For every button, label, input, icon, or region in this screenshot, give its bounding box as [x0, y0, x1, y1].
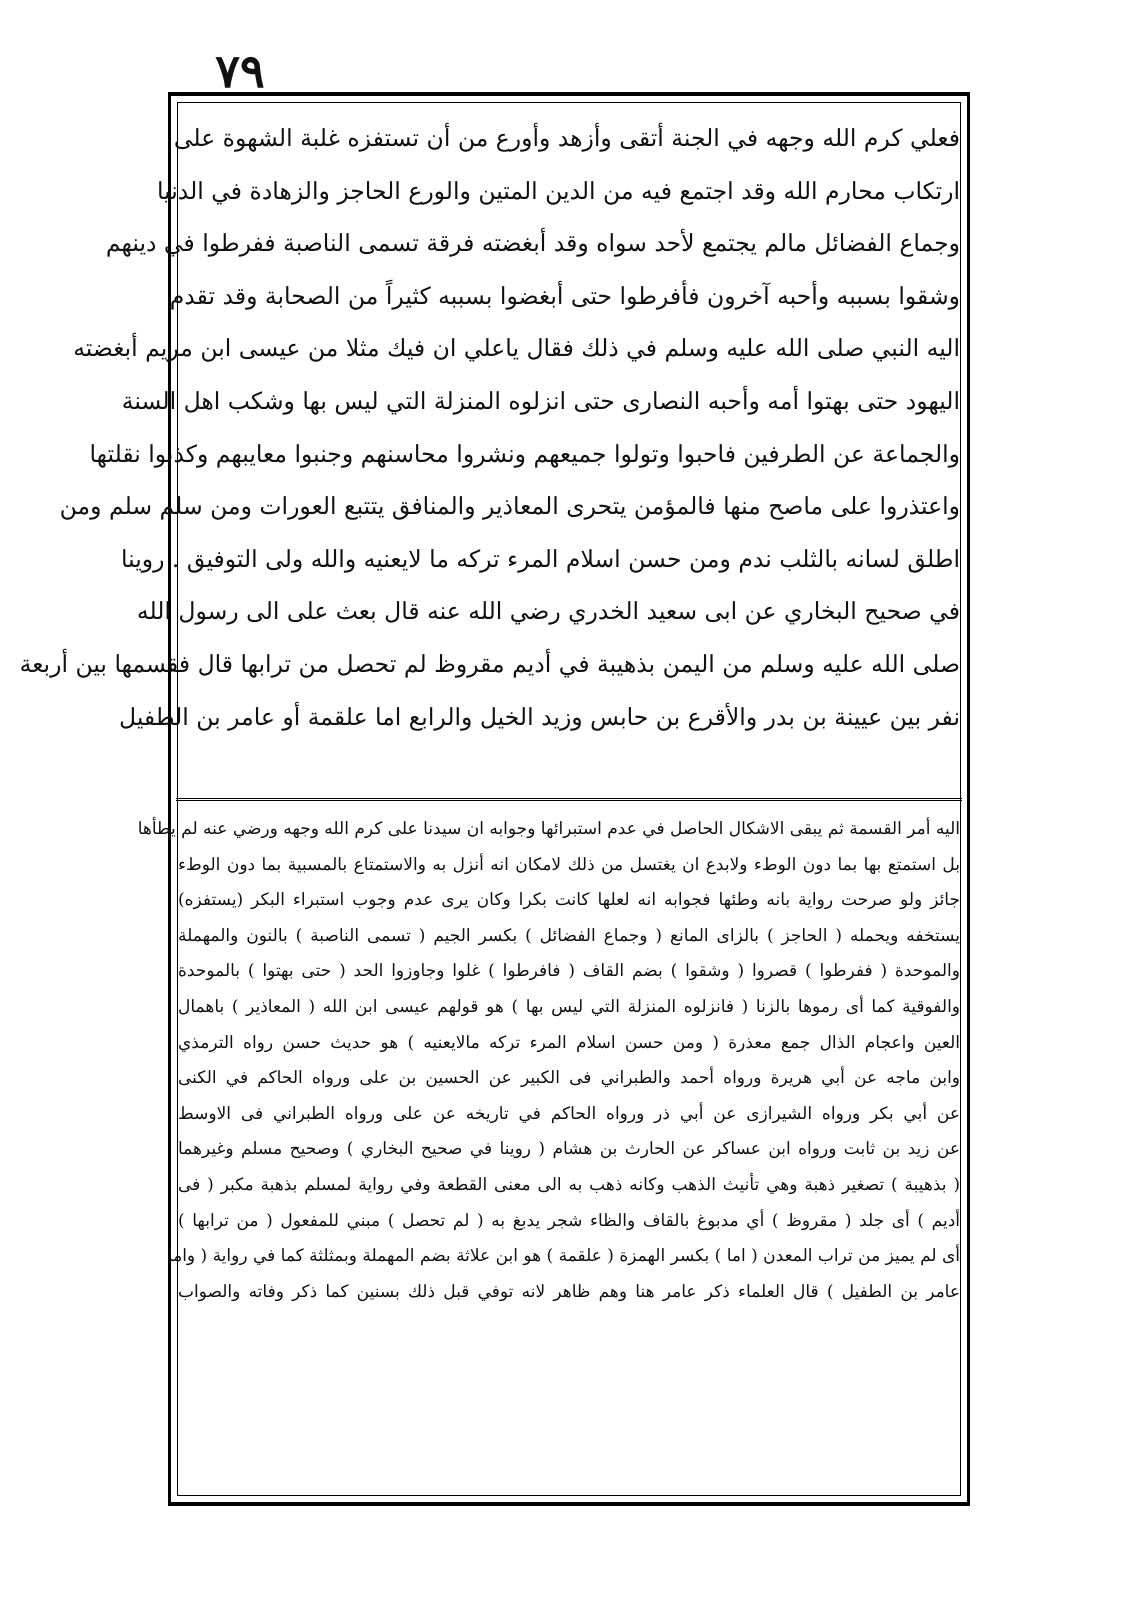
main-text-line: واعتذروا على ماصح منها فالمؤمن يتحرى المعاذير والمنافق يتتبع العورات ومن سلم سلم ومن	[59, 492, 960, 521]
main-text-line: والجماعة عن الطرفين فاحبوا وتولوا جميعهم ونشروا محاسنهم وجنبوا معايبهم وكذبوا نقلتها	[89, 439, 960, 468]
commentary-line: ( بذهيبة ) تصغير ذهبة وهي تأنيث الذهب وكانه ذهب به الى معنى القطعة وفي رواية لمسلم بذهبة مكبر ( فى	[178, 1174, 960, 1195]
main-text-line: وشقوا بسببه وأحبه آخرون فأفرطوا حتى أبغضوا بسببه كثيراً من الصحابة وقد تقدم	[169, 281, 960, 310]
page-number: ٧٩	[215, 44, 265, 98]
main-text-line: ارتكاب محارم الله وقد اجتمع فيه من الدين المتين والورع الحاجز والزهادة في الدنيا	[156, 176, 960, 205]
main-text-line: اليهود حتى بهتوا أمه وأحبه النصارى حتى انزلوه المنزلة التي ليس بها وشكب اهل السنة	[121, 386, 960, 415]
commentary-line: والموحدة ( ففرطوا ) قصروا ( وشقوا ) بضم القاف ( فافرطوا ) غلوا وجاوزوا الحد ( حتى بهتوا ) بالموحدة	[178, 961, 960, 982]
commentary-line: العين واعجام الذال جمع معذرة ( ومن حسن اسلام المرء تركه مالايعنيه ) هو حديث حسن رواه الترمذي	[178, 1032, 960, 1053]
main-text-line: وجماع الفضائل مالم يجتمع لأحد سواه وقد أبغضته فرقة تسمى الناصبة ففرطوا في دينهم	[105, 229, 960, 258]
main-text-line: نفر بين عيينة بن بدر والأقرع بن حابس وزيد الخيل والرابع اما علقمة أو عامر بن الطفيل	[119, 702, 960, 731]
main-text-line: اطلق لسانه بالثلب ندم ومن حسن اسلام المرء تركه ما لايعنيه والله ولى التوفيق . روينا	[120, 544, 960, 573]
main-text-block	[19, 112, 960, 743]
commentary-separator	[176, 798, 962, 801]
commentary-line: بل استمتع بها بما دون الوطء ولابدع ان يغتسل من ذلك لامكان انه أنزل به والاستمتاع بالمسبية بما دون الوطء	[178, 854, 960, 875]
main-text-line: اليه النبي صلى الله عليه وسلم في ذلك فقال ياعلي ان فيك مثلا من عيسى ابن مريم أبغضته	[73, 334, 960, 363]
commentary-block	[137, 812, 960, 1310]
main-text-line: فعلي كرم الله وجهه في الجنة أتقى وأزهد وأورع من أن تستفزه غلبة الشهوة على	[173, 124, 960, 152]
commentary-line: جائز ولو صرحت رواية بانه وطئها فجوابه انه لعلها كانت بكرا وكان يرى عدم وجوب استبراء البكر (يستفزه)	[178, 890, 960, 911]
commentary-line: أى لم يميز من تراب المعدن ( اما ) بكسر الهمزة ( علقمة ) هو ابن علاثة بضم المهملة وبمثلثة كما في رواية ( واما	[167, 1246, 960, 1267]
commentary-line: عن زيد بن ثابت ورواه ابن عساكر عن الحارث بن هشام ( روينا في صحيح البخاري ) وصحيح مسلم وغيرهما	[178, 1139, 960, 1160]
main-text-line: صلى الله عليه وسلم من اليمن بذهيبة في أديم مقروظ لم تحصل من ترابها قال فقسمها بين أربعة	[19, 649, 960, 678]
commentary-line: عن أبي بكر ورواه الشيرازى عن أبي ذر ورواه الحاكم في تاريخه عن على ورواه الطبراني فى الاوسط	[178, 1103, 960, 1124]
main-text-line: في صحيح البخاري عن ابى سعيد الخدري رضي الله عنه قال بعث على الى رسول الله	[136, 597, 960, 626]
commentary-line: اليه أمر القسمة ثم يبقى الاشكال الحاصل في عدم استبرائها وجوابه ان سيدنا على كرم الله وجهه ورضي عنه لم يطأها	[137, 819, 960, 839]
commentary-line: والفوقية كما أى رموها بالزنا ( فانزلوه المنزلة التي ليس بها ) هو قولهم عيسى ابن الله ( المعاذير ) باهمال	[178, 996, 960, 1017]
commentary-line: عامر بن الطفيل ) قال العلماء ذكر عامر هنا وهم ظاهر لانه توفي قبل ذلك بسنين كما ذكر وفاته والصواب	[178, 1281, 960, 1302]
commentary-line: أديم ) أى جلد ( مقروظ ) أي مدبوغ بالقاف والظاء شجر يدبغ به ( لم تحصل ) مبني للمفعول ( من ترابها )	[178, 1210, 960, 1231]
commentary-line: يستخفه ويحمله ( الحاجز ) بالزاى المانع ( وجماع الفضائل ) بكسر الجيم ( تسمى الناصبة ) بالنون والمهملة	[178, 925, 960, 946]
commentary-line: وابن ماجه عن أبي هريرة ورواه أحمد والطبراني فى الكبير عن الحسين بن على ورواه الحاكم في الكنى	[178, 1068, 960, 1089]
